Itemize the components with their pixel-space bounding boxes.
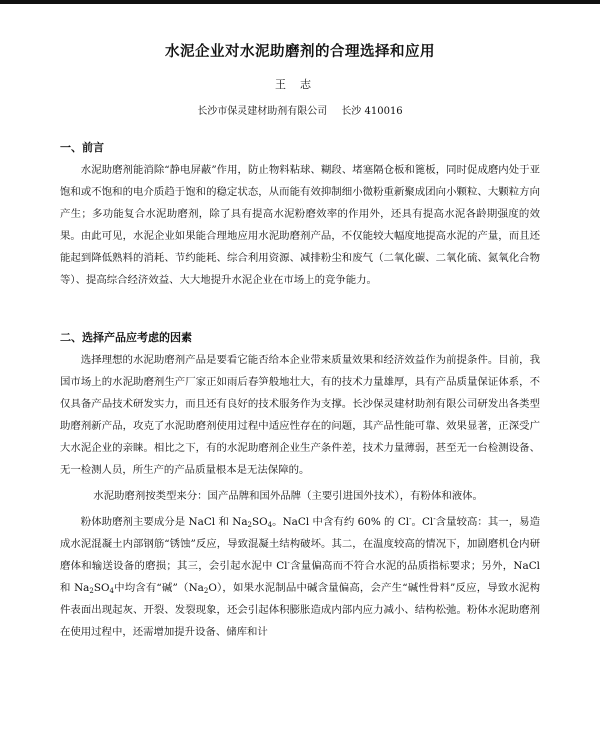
chloride-superscript: - [433,515,436,523]
chloride-superscript: - [409,515,412,523]
powder-paragraph [60,511,540,643]
text-run: 。NaCl 中含有约 60% 的 Cl [272,516,410,528]
text-run: 粉体助磨剂主要成分是 [80,516,189,528]
formula-part: Na [232,516,248,528]
formula-subscript: 2 [89,587,94,595]
formula-na2so4 [232,516,272,528]
section-heading-selection: 二、选择产品应考虑的因素 [60,331,192,344]
paper-page [60,40,540,643]
intro-paragraph: 水泥助磨剂能消除“静电屏蔽”作用，防止物料粘球、糊段、堵塞隔仓板和篦板，同时促成磨内处于亚饱和或不饱和的电介质趋于饱和的稳定状态，从而能有效抑制细小微粉重新聚成团向小颗粒、大颗粒方向产生；多功能复合水泥助磨剂，除了具有提高水泥粉磨效率的作用外，还具有提高水泥各龄期强度的效果。由此可见，水泥企业如果能合理地应用水泥助磨剂产品，不仅能较大幅度地提高水泥的产量，而且还能起到降低熟料的消耗、节约能耗、综合利用资源、减排粉尘和废气（二氧化碳、二氧化硫、氮氧化合物等）、提高综合经济效益、大大地提升水泥企业在市场上的竞争能力。 [60,164,540,286]
text-run: 含量偏高而不符合水泥的品质指标要求；另外，NaCl 和 Na [60,560,540,594]
affiliation [60,102,540,117]
paper-title: 水泥企业对水泥助磨剂的合理选择和应用 [165,44,435,60]
text-run: 和 [215,516,233,528]
types-paragraph: 水泥助磨剂按类型来分：国产品牌和国外品牌（主要引进国外技术），有粉体和液体。 [93,490,483,502]
formula-subscript: 2 [203,587,209,595]
text-run: O），如果水泥制品中碱含量偏高，会产生“碱性骨料”反应，导致水泥构件表面出现起灰、开裂、发裂现象，还会引起体积膨胀造成内部内应力减小、结构松弛。粉体水泥助磨剂在使用过程中，还需增加提升设备、储库和计 [60,582,540,638]
affiliation-org: 长沙市保灵建材助剂有限公司 [197,106,328,117]
text-run: 。Cl [411,516,434,528]
formula-part: SO [93,582,110,594]
section-heading-intro: 一、前言 [60,141,104,154]
formula-subscript: 4 [109,587,114,595]
text-run: 中均含有“碱”（Na [113,582,204,594]
formula-part: SO [252,516,268,528]
chloride-superscript: - [287,559,290,567]
formula-nacl: NaCl [188,516,216,528]
formula-subscript: 2 [247,521,252,529]
affiliation-location: 长沙 410016 [341,106,403,117]
author-name: 王志 [275,78,325,91]
text-run: 含量较高：其一，易造成水泥混凝土内部钢筋“锈蚀”反应，导致混凝土结构破坏。其二，在温度较高的情况下，加剧磨机仓内研磨体和输送设备的磨损；其三，会引起水泥中 Cl [60,516,540,572]
formula-subscript: 4 [267,521,273,529]
page-top-border [0,0,600,4]
selection-paragraph: 选择理想的水泥助磨剂产品是要看它能否给本企业带来质量效果和经济效益作为前提条件。目前，我国市场上的水泥助磨剂生产厂家正如雨后春笋般地壮大，有的技术力量雄厚，具有产品质量保证体系，不仅具备产品技术研发实力，而且还有良好的技术服务作为支撑。长沙保灵建材助剂有限公司研发出各类型助磨剂新产品，攻克了水泥助磨剂使用过程中适应性存在的问题，其产品性能可靠、效果显著，正深受广大水泥企业的亲睐。相比之下，有的水泥助磨剂企业生产条件差，技术力量薄弱，甚至无一台检测设备、无一检测人员，所生产的产品质量根本是无法保障的。 [60,354,540,476]
